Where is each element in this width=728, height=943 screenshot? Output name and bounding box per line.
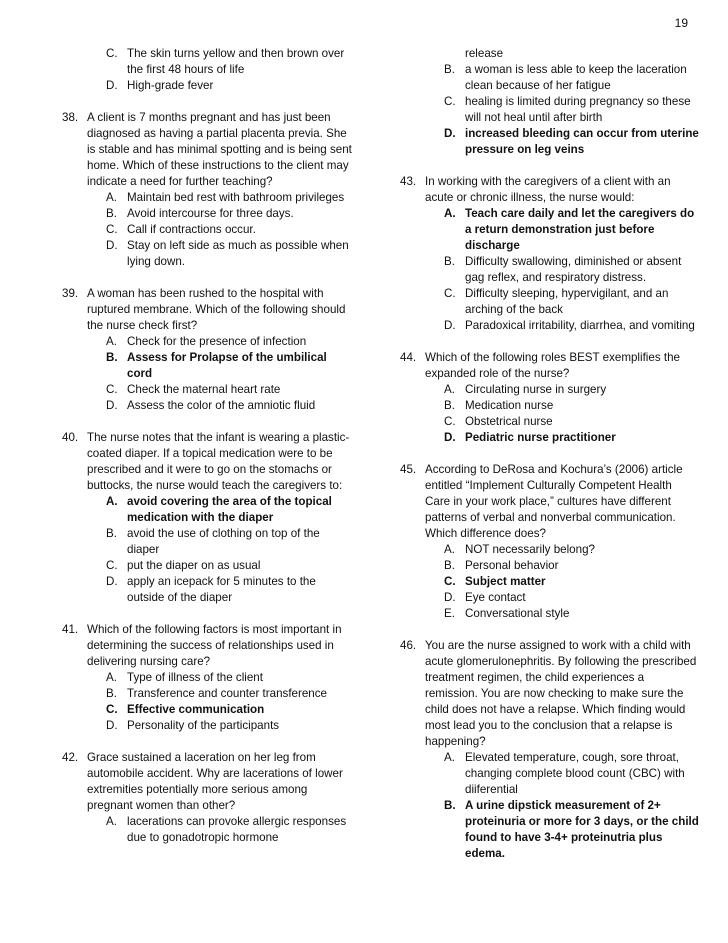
question-number: 46. — [400, 639, 417, 652]
option — [106, 814, 352, 846]
option — [106, 558, 352, 574]
option-text: increased bleeding can occur from uterine pressure on leg veins — [465, 127, 699, 156]
option — [106, 334, 352, 350]
option-letter-blank — [444, 46, 465, 62]
option-text: Elevated temperature, cough, sore throat, changing complete blood count (CBC) with diiferential — [465, 751, 685, 796]
option-text: Personal behavior — [465, 559, 559, 572]
option — [106, 78, 352, 94]
question-43 — [400, 174, 700, 334]
option-text: a woman is less able to keep the laceration clean because of her fatigue — [465, 63, 687, 92]
option-letter: A. — [444, 383, 455, 396]
option-correct — [444, 126, 700, 158]
option-text: Check the maternal heart rate — [127, 383, 281, 396]
question-number: 41. — [62, 623, 79, 636]
option-letter: C. — [444, 415, 456, 428]
option-letter: B. — [106, 687, 117, 700]
option-text: Pediatric nurse practitioner — [465, 431, 616, 444]
option-text: A urine dipstick measurement of 2+ proteinuria or more for 3 days, or the child found to have 3-4+ proteinutria plus edema. — [465, 799, 699, 860]
option-text: Check for the presence of infection — [127, 335, 307, 348]
option-text: avoid the use of clothing on top of the diaper — [127, 527, 320, 556]
option-text: Assess for Prolapse of the umbilical cord — [127, 351, 327, 380]
question-39 — [62, 286, 352, 414]
option-text: put the diaper on as usual — [127, 559, 261, 572]
option-correct — [444, 430, 700, 446]
option-letter: A. — [106, 671, 117, 684]
question-number: 45. — [400, 463, 417, 476]
option — [444, 398, 700, 414]
question-number: 40. — [62, 431, 79, 444]
option-letter: D. — [444, 319, 456, 332]
option — [106, 190, 352, 206]
option-text: healing is limited during pregnancy so these will not heal until after birth — [465, 95, 691, 124]
option-text: NOT necessarily belong? — [465, 543, 595, 556]
option-letter: D. — [106, 79, 118, 92]
question-41 — [62, 622, 352, 734]
option-correct — [106, 350, 352, 382]
option — [444, 318, 700, 334]
option-letter: E. — [444, 607, 455, 620]
option — [106, 686, 352, 702]
option-letter: B. — [106, 351, 118, 364]
option-text: Subject matter — [465, 575, 546, 588]
option — [106, 206, 352, 222]
option — [106, 46, 352, 78]
question-number: 42. — [62, 751, 79, 764]
option-letter: B. — [444, 399, 455, 412]
option — [444, 254, 700, 286]
option — [106, 382, 352, 398]
option-text: High-grade fever — [127, 79, 214, 92]
option-continuation — [444, 46, 700, 62]
option-letter: C. — [106, 223, 118, 236]
option-letter: D. — [106, 719, 118, 732]
option-letter: C. — [106, 47, 118, 60]
option-text: Difficulty swallowing, diminished or absent gag reflex, and respiratory distress. — [465, 255, 682, 284]
question-number: 44. — [400, 351, 417, 364]
option-letter: C. — [444, 287, 456, 300]
option — [444, 750, 700, 798]
option — [106, 222, 352, 238]
option-correct — [106, 494, 352, 526]
question-text: Which of the following roles BEST exemplifies the expanded role of the nurse? — [425, 351, 680, 380]
page-number: 19 — [674, 16, 688, 30]
option-letter: D. — [444, 127, 456, 140]
option-text: Medication nurse — [465, 399, 554, 412]
question-text: Which of the following factors is most important in determining the success of relationships used in delivering nursing care? — [87, 623, 342, 668]
option-text: Assess the color of the amniotic fluid — [127, 399, 316, 412]
option-letter: A. — [444, 543, 455, 556]
option — [444, 62, 700, 94]
option — [106, 526, 352, 558]
question-number: 38. — [62, 111, 79, 124]
option-letter: A. — [444, 751, 455, 764]
option-text: The skin turns yellow and then brown over the first 48 hours of life — [127, 47, 345, 76]
option-letter: B. — [444, 799, 456, 812]
option — [444, 382, 700, 398]
option-text: Personality of the participants — [127, 719, 280, 732]
option-letter: D. — [106, 239, 118, 252]
option-text: lacerations can provoke allergic responses due to gonadotropic hormone — [127, 815, 347, 844]
option-letter: B. — [106, 527, 117, 540]
question-text: According to DeRosa and Kochura’s (2006) article entitled “Implement Culturally Competent Health Care in your work place,” cultures have different patterns of verbal and nonverbal communication. Which difference does? — [425, 463, 683, 540]
option-text: Paradoxical irritability, diarrhea, and vomiting — [465, 319, 695, 332]
option-text: Eye contact — [465, 591, 526, 604]
right-column — [400, 46, 700, 878]
option — [444, 590, 700, 606]
question-38 — [62, 110, 352, 270]
option-text: Difficulty sleeping, hypervigilant, and an arching of the back — [465, 287, 669, 316]
question-text: A woman has been rushed to the hospital with ruptured membrane. Which of the following should the nurse check first? — [87, 287, 346, 332]
question-text: You are the nurse assigned to work with a child with acute glomerulonephritis. By following the prescribed treatment regimen, the child experiences a remission. You are now checking to make sure the child does not have a relapse. Which finding would most lead you to the conclusion that a relapse is happening? — [425, 639, 697, 748]
option-correct — [444, 206, 700, 254]
left-column — [62, 46, 352, 862]
question-text: A client is 7 months pregnant and has just been diagnosed as having a partial placenta previa. She is stable and has minimal spotting and is being sent home. Which of these instructions to the client may indicate a need for further teaching? — [87, 111, 352, 188]
question-text: In working with the caregivers of a client with an acute or chronic illness, the nurse would: — [425, 175, 671, 204]
option-letter: C. — [444, 575, 456, 588]
option-letter: C. — [106, 559, 118, 572]
option-letter: B. — [444, 63, 455, 76]
option-text: Stay on left side as much as possible when lying down. — [127, 239, 349, 268]
option-letter: C. — [106, 383, 118, 396]
option-text: Maintain bed rest with bathroom privileges — [127, 191, 345, 204]
question-number: 39. — [62, 287, 79, 300]
option-text: Obstetrical nurse — [465, 415, 553, 428]
question-45 — [400, 462, 700, 622]
option — [106, 238, 352, 270]
option-correct — [444, 798, 700, 862]
option-text: Teach care daily and let the caregivers do a return demonstration just before discharge — [465, 207, 695, 252]
option-letter: A. — [106, 191, 117, 204]
option-letter: D. — [106, 399, 118, 412]
option-letter: A. — [106, 495, 118, 508]
option — [444, 558, 700, 574]
option-letter: C. — [106, 703, 118, 716]
option-text: Transference and counter transference — [127, 687, 327, 700]
question-46 — [400, 638, 700, 862]
option-text: Conversational style — [465, 607, 570, 620]
continued-options — [444, 46, 700, 158]
option-letter: B. — [444, 255, 455, 268]
option-text: release — [465, 47, 504, 60]
question-42 — [62, 750, 352, 846]
option — [106, 718, 352, 734]
option-letter: D. — [444, 431, 456, 444]
option — [444, 414, 700, 430]
option-text: Call if contractions occur. — [127, 223, 256, 236]
option-text: Type of illness of the client — [127, 671, 263, 684]
option-letter: D. — [444, 591, 456, 604]
option — [444, 606, 700, 622]
option — [444, 542, 700, 558]
option-text: Avoid intercourse for three days. — [127, 207, 294, 220]
option — [106, 398, 352, 414]
option-letter: A. — [106, 335, 117, 348]
option-letter: C. — [444, 95, 456, 108]
continued-options — [106, 46, 352, 94]
option-text: Effective communication — [127, 703, 265, 716]
option-correct — [444, 574, 700, 590]
question-text: The nurse notes that the infant is wearing a plastic-coated diaper. If a topical medication were to be prescribed and it were to go on the stomachs or buttocks, the nurse would teach the caregivers to: — [87, 431, 350, 492]
option-text: apply an icepack for 5 minutes to the outside of the diaper — [127, 575, 316, 604]
option-correct — [106, 702, 352, 718]
option-text: avoid covering the area of the topical medication with the diaper — [127, 495, 332, 524]
option-letter: B. — [106, 207, 117, 220]
option — [106, 574, 352, 606]
option-letter: A. — [444, 207, 456, 220]
option-text: Circulating nurse in surgery — [465, 383, 607, 396]
question-40 — [62, 430, 352, 606]
option-letter: B. — [444, 559, 455, 572]
option — [444, 94, 700, 126]
option — [444, 286, 700, 318]
option — [106, 670, 352, 686]
question-number: 43. — [400, 175, 417, 188]
question-text: Grace sustained a laceration on her leg from automobile accident. Why are lacerations of lower extremities potentially more serious among pregnant women than other? — [87, 751, 343, 812]
option-letter: D. — [106, 575, 118, 588]
option-letter: A. — [106, 815, 117, 828]
question-44 — [400, 350, 700, 446]
